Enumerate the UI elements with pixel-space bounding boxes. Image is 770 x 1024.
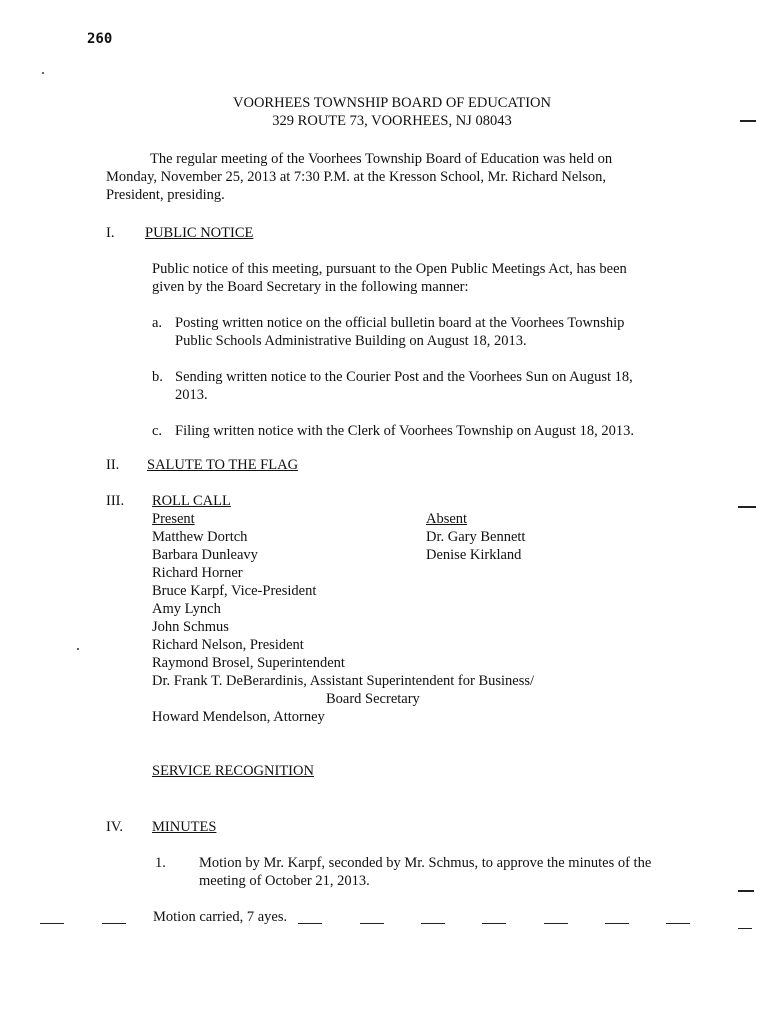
- notice-body-line: given by the Board Secretary in the following manner:: [152, 279, 469, 295]
- minutes-item-line: Motion by Mr. Karpf, seconded by Mr. Schmus, to approve the minutes of the: [199, 855, 652, 871]
- motion-result: Motion carried, 7 ayes.: [153, 909, 288, 925]
- footer-dash: [360, 923, 384, 924]
- footer-dash: [738, 928, 752, 929]
- minutes-item-number: 1.: [155, 855, 166, 871]
- notice-item-line: 2013.: [175, 387, 208, 403]
- present-member: Dr. Frank T. DeBerardinis, Assistant Superintendent for Business/: [152, 673, 535, 689]
- present-member: Matthew Dortch: [152, 529, 248, 545]
- section-heading: PUBLIC NOTICE: [145, 225, 254, 241]
- notice-item-letter: a.: [152, 315, 163, 331]
- page-number: 260: [87, 31, 113, 47]
- section-heading: ROLL CALL: [152, 493, 231, 509]
- intro-line: Monday, November 25, 2013 at 7:30 P.M. at the Kresson School, Mr. Richard Nelson,: [106, 169, 607, 185]
- notice-item-line: Posting written notice on the official bulletin board at the Voorhees Township: [175, 315, 625, 331]
- notice-body-line: Public notice of this meeting, pursuant to the Open Public Meetings Act, has been: [152, 261, 627, 277]
- notice-item-letter: c.: [152, 423, 163, 439]
- section-number: IV.: [106, 819, 124, 835]
- footer-dash: [421, 923, 445, 924]
- footer-dash: [102, 923, 126, 924]
- present-member: Richard Horner: [152, 565, 243, 581]
- section-number: I.: [106, 225, 115, 241]
- intro-line: President, presiding.: [106, 187, 225, 203]
- present-member: Amy Lynch: [152, 601, 221, 617]
- present-member: Richard Nelson, President: [152, 637, 304, 653]
- minutes-item-line: meeting of October 21, 2013.: [199, 873, 370, 889]
- present-member: Barbara Dunleavy: [152, 547, 258, 563]
- present-label: Present: [152, 511, 195, 527]
- present-member: John Schmus: [152, 619, 229, 635]
- present-member: Howard Mendelson, Attorney: [152, 709, 325, 725]
- footer-dash: [666, 923, 690, 924]
- section-heading: SALUTE TO THE FLAG: [147, 457, 299, 473]
- notice-item-letter: b.: [152, 369, 163, 385]
- board-address: 329 ROUTE 73, VOORHEES, NJ 08043: [272, 113, 512, 129]
- footer-dash: [482, 923, 506, 924]
- footer-dash: [298, 923, 322, 924]
- present-member: Bruce Karpf, Vice-President: [152, 583, 317, 599]
- margin-mark: [738, 506, 756, 508]
- section-number: II.: [106, 457, 120, 473]
- notice-item-line: Filing written notice with the Clerk of Voorhees Township on August 18, 2013.: [175, 423, 634, 439]
- board-title: VOORHEES TOWNSHIP BOARD OF EDUCATION: [233, 95, 551, 111]
- absent-member: Denise Kirkland: [426, 547, 522, 563]
- footer-dash: [605, 923, 629, 924]
- present-member: Board Secretary: [326, 691, 420, 707]
- present-member: Raymond Brosel, Superintendent: [152, 655, 345, 671]
- scan-speck: [77, 648, 79, 650]
- notice-item-line: Sending written notice to the Courier Post and the Voorhees Sun on August 18,: [175, 369, 633, 385]
- notice-item-line: Public Schools Administrative Building on August 18, 2013.: [175, 333, 527, 349]
- footer-dash: [544, 923, 568, 924]
- absent-member: Dr. Gary Bennett: [426, 529, 526, 545]
- section-number: III.: [106, 493, 125, 509]
- section-heading: MINUTES: [152, 819, 217, 835]
- margin-mark: [740, 120, 756, 122]
- intro-line: The regular meeting of the Voorhees Township Board of Education was held on: [150, 151, 613, 167]
- service-recognition-heading: SERVICE RECOGNITION: [152, 763, 314, 779]
- footer-dash: [40, 923, 64, 924]
- margin-mark: [738, 890, 754, 892]
- scan-speck: [42, 72, 44, 74]
- absent-label: Absent: [426, 511, 468, 527]
